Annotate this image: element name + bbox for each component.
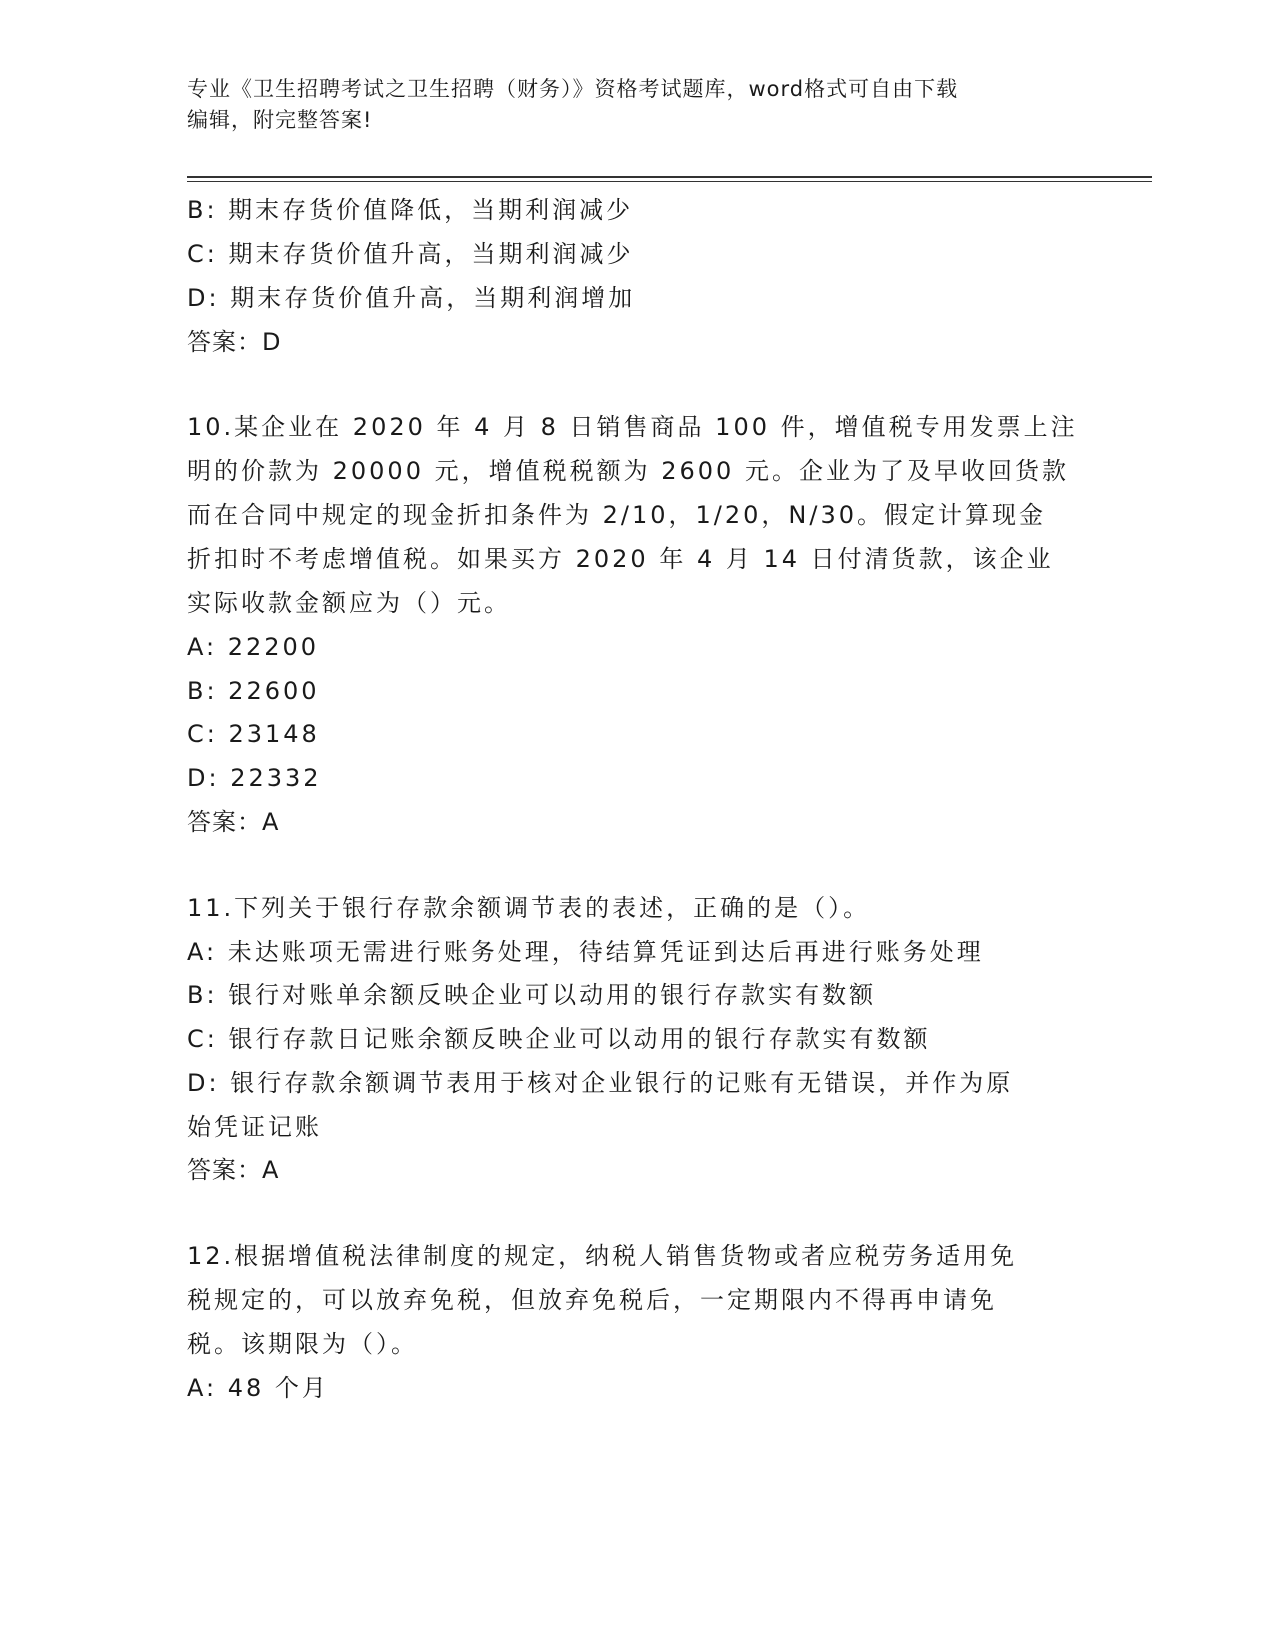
q10-stem-line-3: 而在合同中规定的现金折扣条件为 2/10，1/20，N/30。假定计算现金 <box>187 501 1046 529</box>
q12-stem-line-3: 税。该期限为（）。 <box>187 1330 418 1358</box>
q10-stem-line-5: 实际收款金额应为（）元。 <box>187 589 511 617</box>
q10-option-a: A: 22200 <box>187 633 320 661</box>
header-divider-thin <box>187 181 1152 182</box>
q11-stem: 11.下列关于银行存款余额调节表的表述，正确的是（）。 <box>187 894 871 922</box>
q9-option-c: C: 期末存货价值升高，当期利润减少 <box>187 240 634 268</box>
header-line-2: 编辑，附完整答案! <box>187 108 373 132</box>
q12-stem-line-2: 税规定的，可以放弃免税，但放弃免税后，一定期限内不得再申请免 <box>187 1286 997 1314</box>
q12-option-a: A: 48 个月 <box>187 1374 329 1402</box>
q11-option-d-line-1: D: 银行存款余额调节表用于核对企业银行的记账有无错误，并作为原 <box>187 1069 1014 1097</box>
q11-option-c: C: 银行存款日记账余额反映企业可以动用的银行存款实有数额 <box>187 1025 931 1053</box>
q10-option-d: D: 22332 <box>187 764 322 792</box>
q11-option-a: A: 未达账项无需进行账务处理，待结算凭证到达后再进行账务处理 <box>187 938 984 966</box>
q10-stem-line-4: 折扣时不考虑增值税。如果买方 2020 年 4 月 14 日付清货款，该企业 <box>187 545 1054 573</box>
q9-option-b: B: 期末存货价值降低，当期利润减少 <box>187 196 634 224</box>
q10-stem-line-1: 10.某企业在 2020 年 4 月 8 日销售商品 100 件，增值税专用发票上注 <box>187 413 1078 441</box>
q10-answer: 答案：A <box>187 808 280 836</box>
q10-option-b: B: 22600 <box>187 677 320 705</box>
q11-option-b: B: 银行对账单余额反映企业可以动用的银行存款实有数额 <box>187 981 877 1009</box>
q11-option-d-line-2: 始凭证记账 <box>187 1113 322 1141</box>
q11-answer: 答案：A <box>187 1156 280 1184</box>
q9-option-d: D: 期末存货价值升高，当期利润增加 <box>187 284 636 312</box>
header-line-1: 专业《卫生招聘考试之卫生招聘（财务）》资格考试题库，word格式可自由下载 <box>187 77 959 101</box>
document-header <box>187 74 1067 136</box>
q10-option-c: C: 23148 <box>187 720 320 748</box>
q9-answer: 答案：D <box>187 328 282 356</box>
q10-stem-line-2: 明的价款为 20000 元，增值税税额为 2600 元。企业为了及早收回货款 <box>187 457 1069 485</box>
header-divider-thick <box>187 176 1152 178</box>
q12-stem-line-1: 12.根据增值税法律制度的规定，纳税人销售货物或者应税劳务适用免 <box>187 1242 1018 1270</box>
